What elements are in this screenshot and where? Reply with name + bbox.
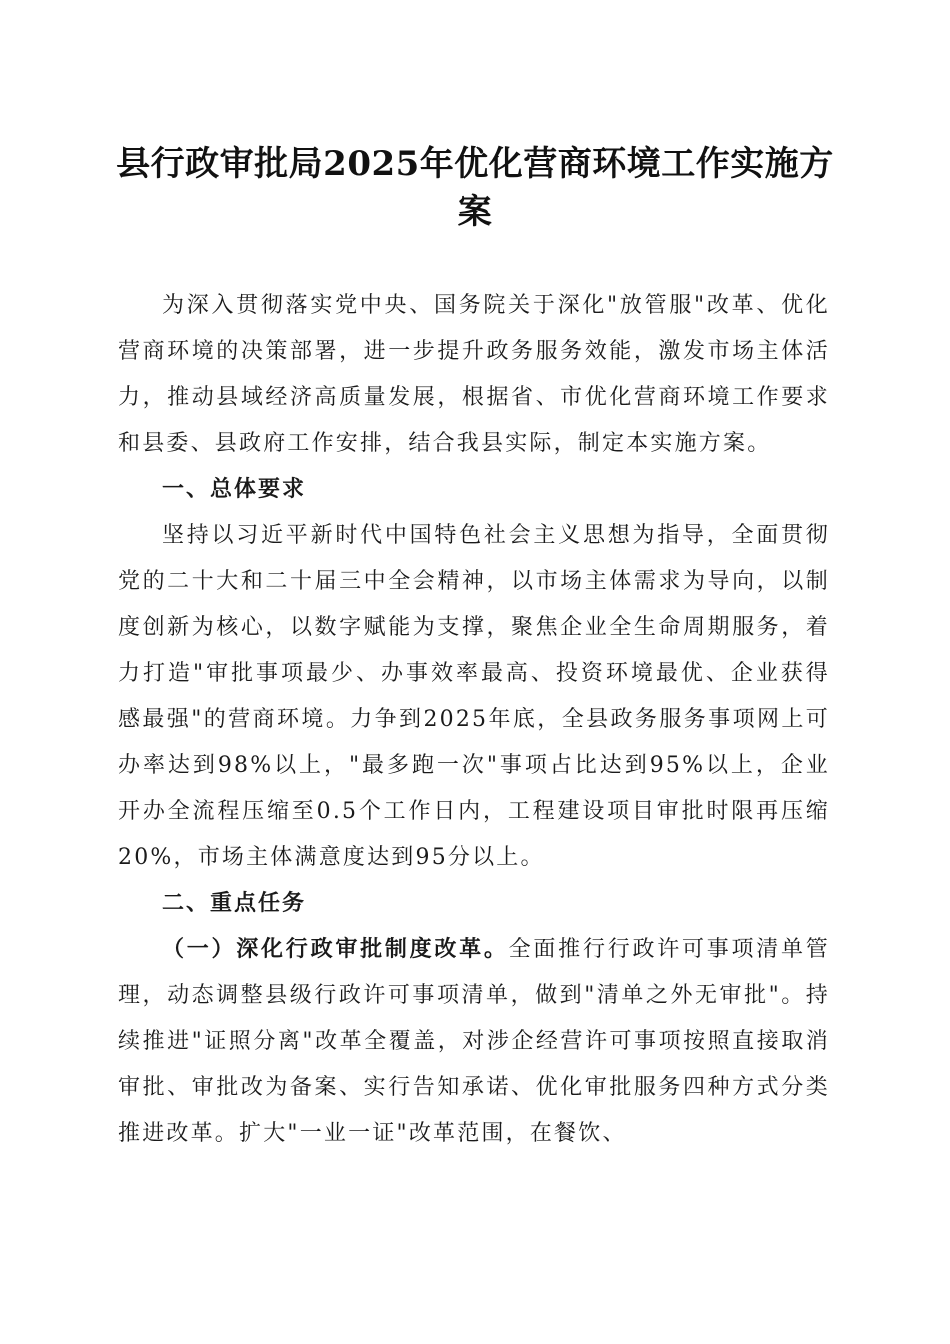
section-heading-general-requirements: 一、总体要求 <box>162 477 307 502</box>
key-task-item-1-lead: （一）深化行政审批制度改革。 <box>162 937 509 962</box>
section-heading-key-tasks: 二、重点任务 <box>162 891 307 916</box>
document-body <box>118 283 830 1157</box>
general-requirements-paragraph: 坚持以习近平新时代中国特色社会主义思想为指导，全面贯彻党的二十大和二十届三中全会精神，以市场主体需求为导向，以制度创新为核心，以数字赋能为支撑，聚焦企业全生命周期服务，着力打造"审批事项最少、办事效率最高、投资环境最优、企业获得感最强"的营商环境。力争到2025年底，全县政务服务事项网上可办率达到98%以上，"最多跑一次"事项占比达到95%以上，企业开办全流程压缩至0.5个工作日内，工程建设项目审批时限再压缩20%，市场主体满意度达到95分以上。 <box>118 523 830 870</box>
intro-paragraph: 为深入贯彻落实党中央、国务院关于深化"放管服"改革、优化营商环境的决策部署，进一步提升政务服务效能，激发市场主体活力，推动县域经济高质量发展，根据省、市优化营商环境工作要求和县委、县政府工作安排，结合我县实际，制定本实施方案。 <box>118 293 830 456</box>
document-title: 县行政审批局2025年优化营商环境工作实施方案 <box>116 144 834 232</box>
key-task-item-1-text: 全面推行行政许可事项清单管理，动态调整县级行政许可事项清单，做到"清单之外无审批"。持续推进"证照分离"改革全覆盖，对涉企经营许可事项按照直接取消审批、审批改为备案、实行告知承诺、优化审批服务四种方式分类推进改革。扩大"一业一证"改革范围，在餐饮、 <box>118 937 830 1146</box>
key-task-item-1 <box>118 927 830 1157</box>
